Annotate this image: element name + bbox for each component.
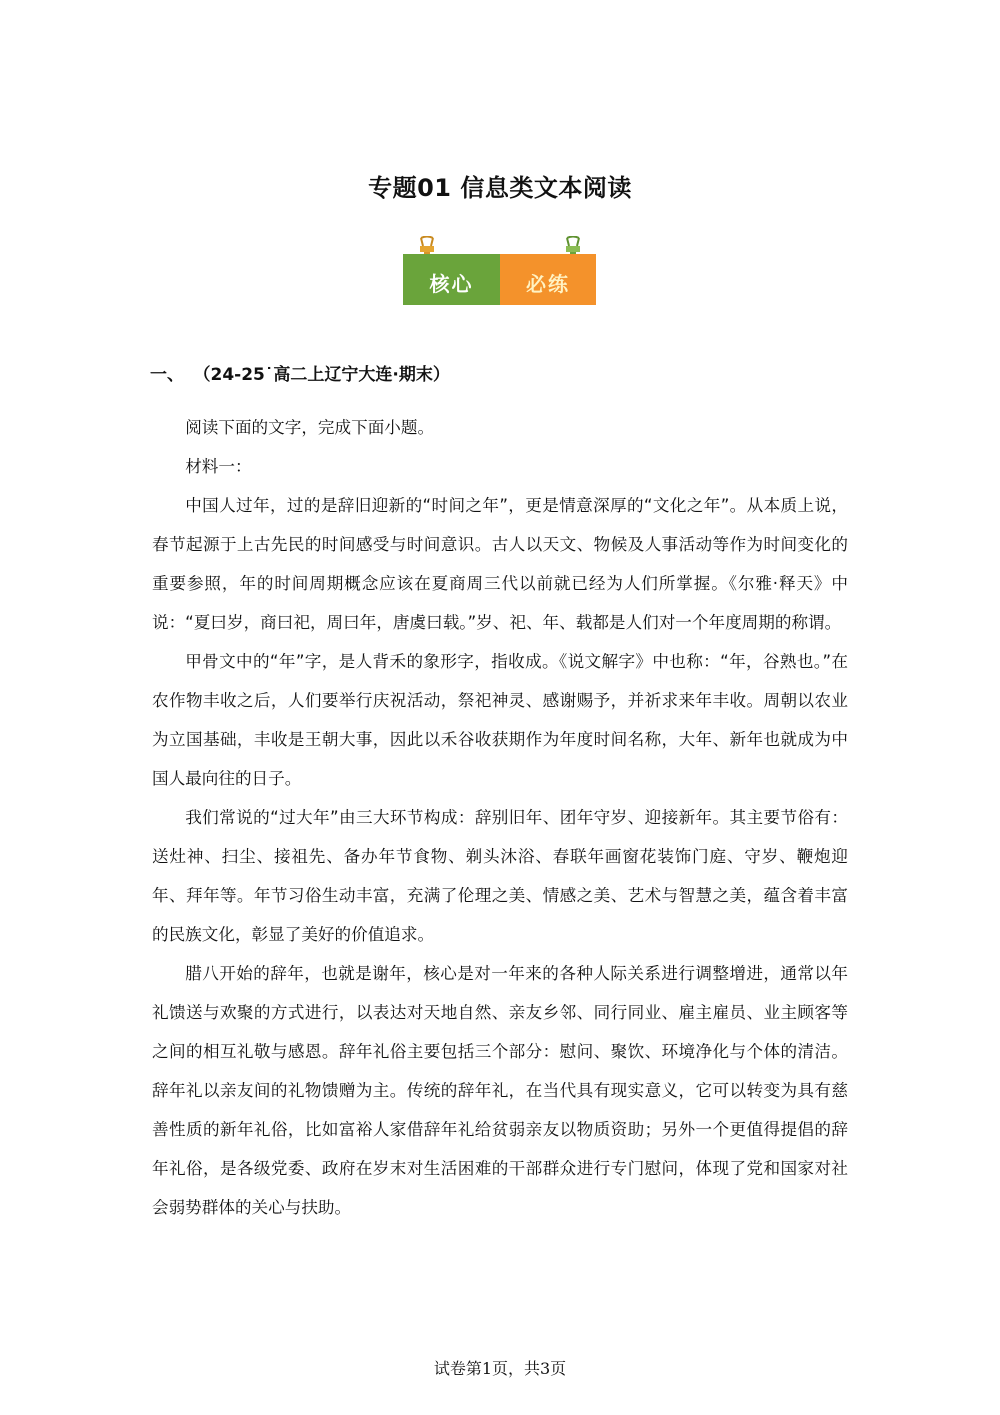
badge-left-label: 核心 <box>429 272 474 296</box>
passage-paragraph: 中国人过年，过的是辞旧迎新的“时间之年”，更是情意深厚的“文化之年”。从本质上说，春节起源于上古先民的时间感受与时间意识。古人以天文、物候及人事活动等作为时间变化的重要参照，年的时间周期概念应该在夏商周三代以前就已经为人们所掌握。《尔雅·释天》中说：“夏曰岁，商曰祀，周曰年，唐虞曰载。”岁、祀、年、载都是人们对一个年度周期的称谓。 <box>152 496 848 632</box>
section-badge <box>403 236 596 306</box>
section-number: 一、 <box>150 365 184 385</box>
page-title: 专题01 信息类文本阅读 <box>368 174 632 202</box>
instruction-paragraph: 阅读下面的文字，完成下面小题。 <box>185 418 435 437</box>
section-source: （24-25˙高二上辽宁大连·期末） <box>202 365 450 385</box>
passage-paragraph: 腊八开始的辞年，也就是谢年，核心是对一年来的各种人际关系进行调整增进，通常以年礼馈送与欢聚的方式进行，以表达对天地自然、亲友乡邻、同行同业、雇主雇员、业主顾客等之间的相互礼敬与感恩。辞年礼俗主要包括三个部分：慰问、聚饮、环境净化与个体的清洁。辞年礼以亲友间的礼物馈赠为主。传统的辞年礼，在当代具有现实意义，它可以转变为具有慈善性质的新年礼俗，比如富裕人家借辞年礼给贫弱亲友以物质资助；另外一个更值得提倡的辞年礼俗，是各级党委、政府在岁末对生活困难的干部群众进行专门慰问，体现了党和国家对社会弱势群体的关心与扶助。 <box>152 964 848 1217</box>
badge-right-label: 必练 <box>526 272 570 296</box>
passage-paragraph: 甲骨文中的“年”字，是人背禾的象形字，指收成。《说文解字》中也称：“年，谷熟也。”在农作物丰收之后，人们要举行庆祝活动，祭祀神灵、感谢赐予，并祈求来年丰收。周朝以农业为立国基础，丰收是王朝大事，因此以禾谷收获期作为年度时间名称，大年、新年也就成为中国人最向往的日子。 <box>152 652 848 788</box>
reading-passage <box>152 408 848 1227</box>
material-label: 材料一： <box>185 457 252 476</box>
badge-left-panel <box>403 254 500 305</box>
section-heading <box>150 360 450 385</box>
page-footer: 试卷第1页，共3页 <box>433 1359 567 1378</box>
passage-paragraph: 我们常说的“过大年”由三大环节构成：辞别旧年、团年守岁、迎接新年。其主要节俗有：送灶神、扫尘、接祖先、备办年节食物、剃头沐浴、春联年画窗花装饰门庭、守岁、鞭炮迎年、拜年等。年节习俗生动丰富，充满了伦理之美、情感之美、艺术与智慧之美，蕴含着丰富的民族文化，彰显了美好的价值追求。 <box>152 808 848 944</box>
badge-right-panel <box>500 254 596 305</box>
